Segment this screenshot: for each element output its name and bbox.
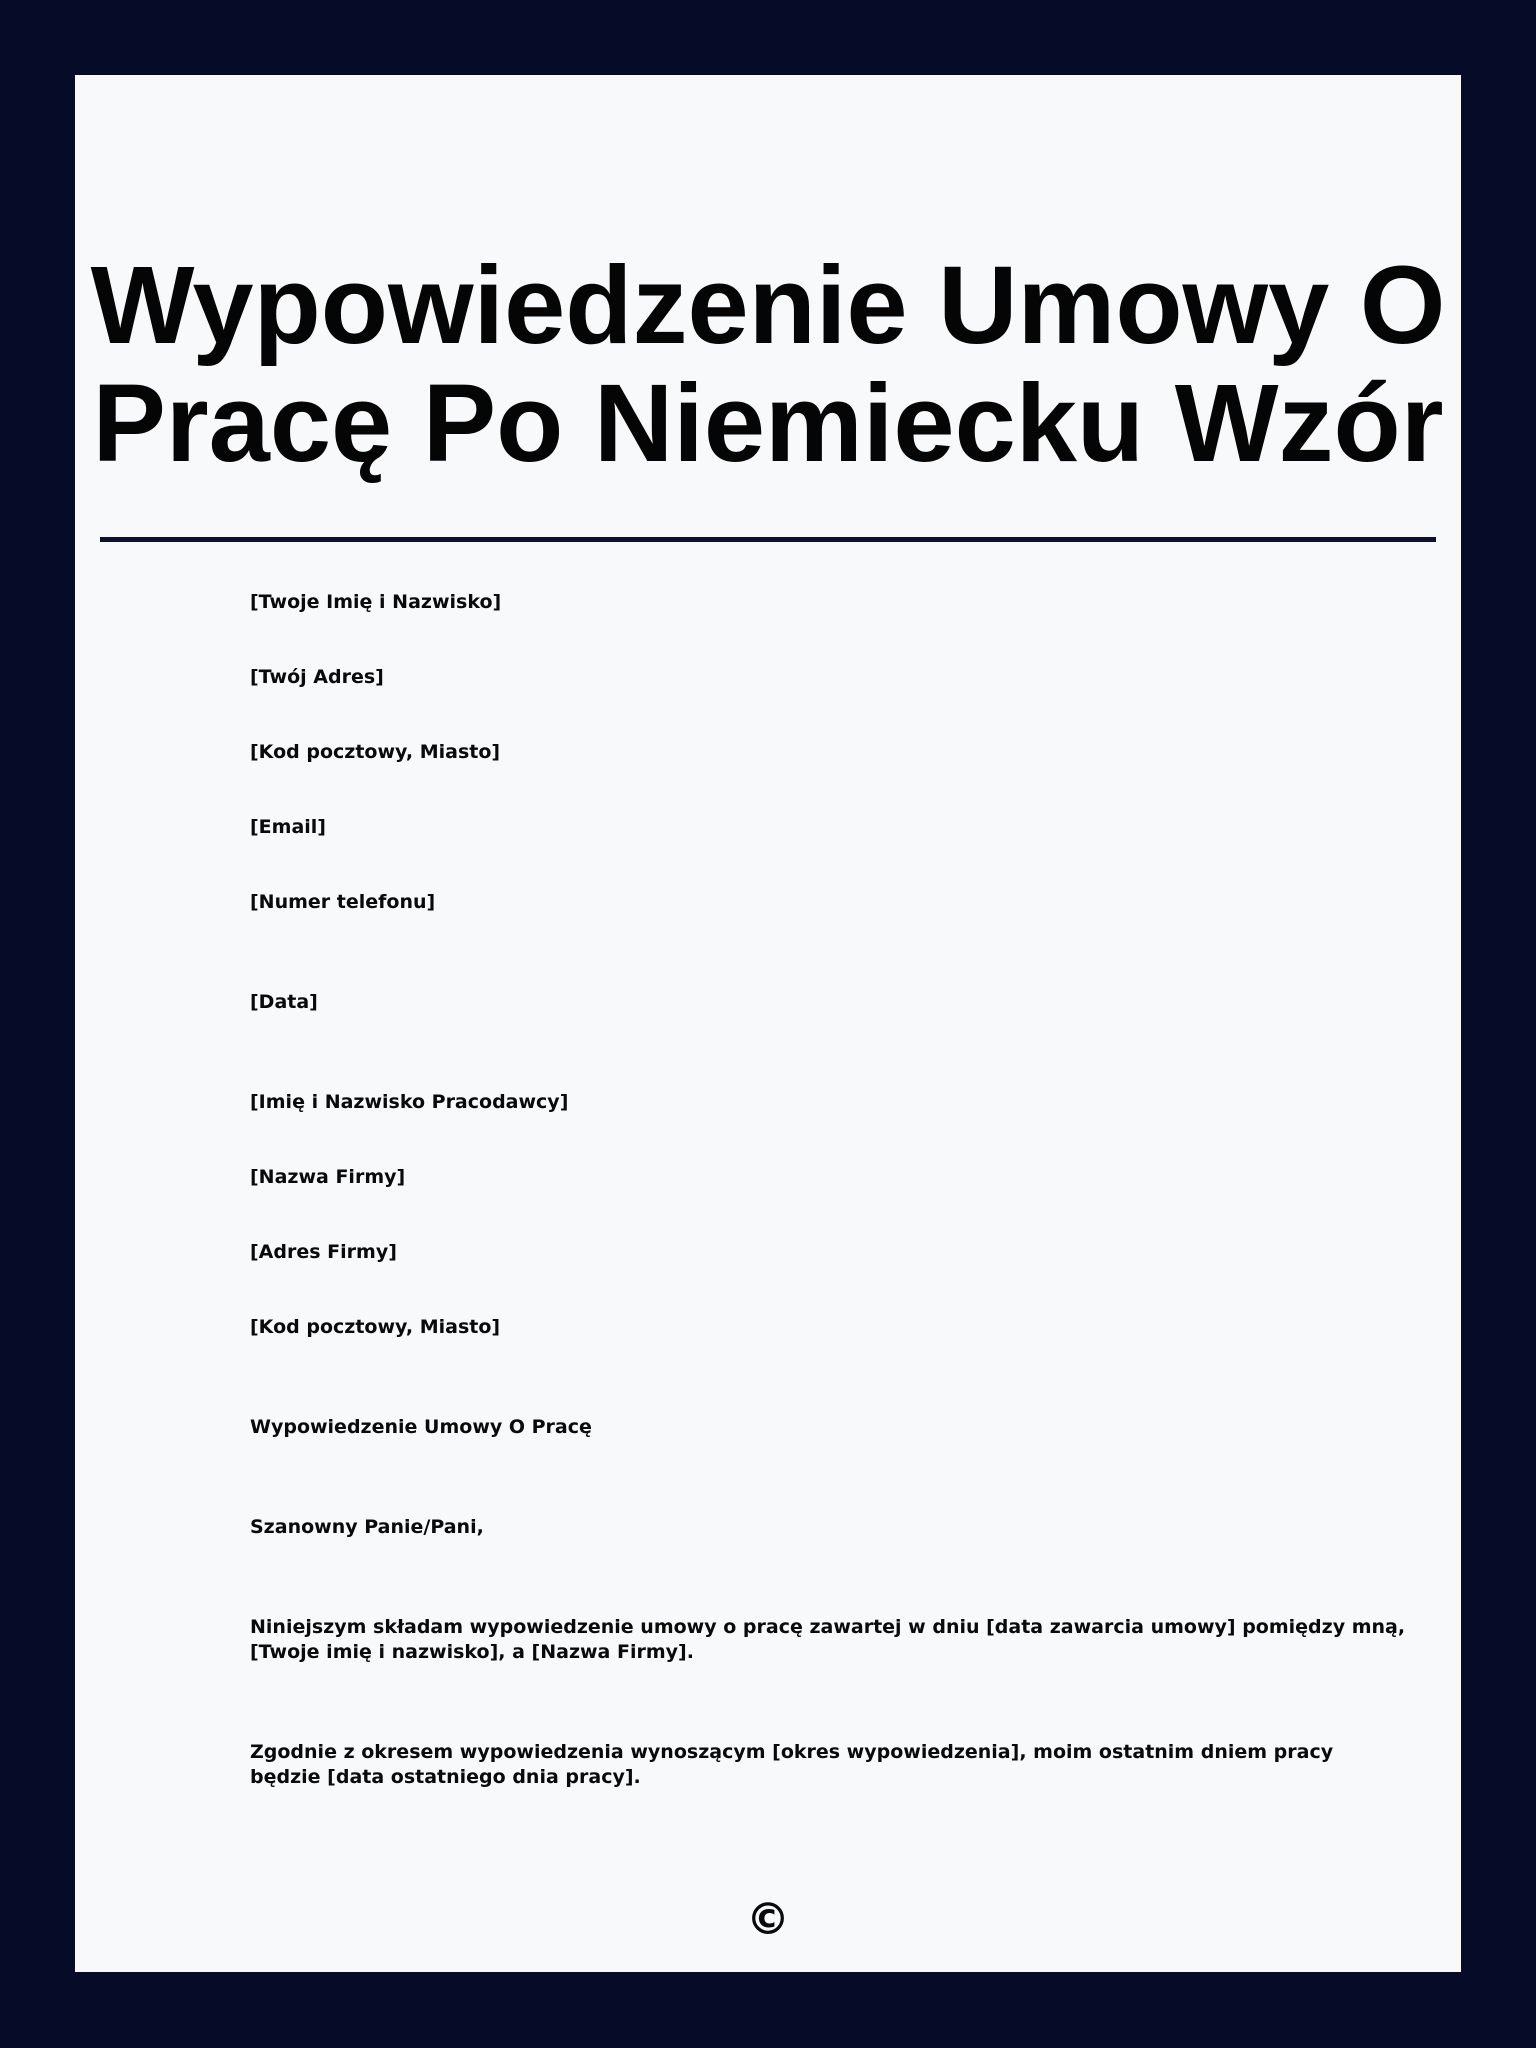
sender-phone: [Numer telefonu] [250,891,436,913]
body-paragraph-1 [250,1615,1406,1665]
sender-postal-city: [Kod pocztowy, Miasto] [250,741,501,763]
letter-date: [Data] [250,991,318,1013]
letter-subject: Wypowiedzenie Umowy O Pracę [250,1416,592,1438]
recipient-name: [Imię i Nazwisko Pracodawcy] [250,1091,569,1113]
title-line-2: Pracę Po Niemiecku Wzór [92,362,1444,485]
paragraph-2-line-1: Zgodnie z okresem wypowiedzenia wynoszącym [okres wypowiedzenia], moim ostatnim dniem pracy [250,1741,1334,1763]
body-paragraph-2 [250,1740,1334,1790]
document-title [75,244,1461,485]
paragraph-1-line-1: Niniejszym składam wypowiedzenie umowy o pracę zawartej w dniu [data zawarcia umowy] pomiędzy mną, [250,1616,1406,1638]
recipient-company-address: [Adres Firmy] [250,1241,397,1263]
recipient-postal-city: [Kod pocztowy, Miasto] [250,1316,501,1338]
sender-name: [Twoje Imię i Nazwisko] [250,591,502,613]
paragraph-2-line-2: będzie [data ostatniego dnia pracy]. [250,1766,641,1788]
sender-email: [Email] [250,816,326,838]
letter-salutation: Szanowny Panie/Pani, [250,1516,484,1538]
paragraph-1-line-2: [Twoje imię i nazwisko], a [Nazwa Firmy]. [250,1641,694,1663]
sender-address: [Twój Adres] [250,666,384,688]
document-page [75,75,1461,1972]
copyright-icon: © [746,1894,790,1945]
title-line-1: Wypowiedzenie Umowy O [90,244,1446,367]
title-divider [100,537,1436,542]
recipient-company: [Nazwa Firmy] [250,1166,406,1188]
